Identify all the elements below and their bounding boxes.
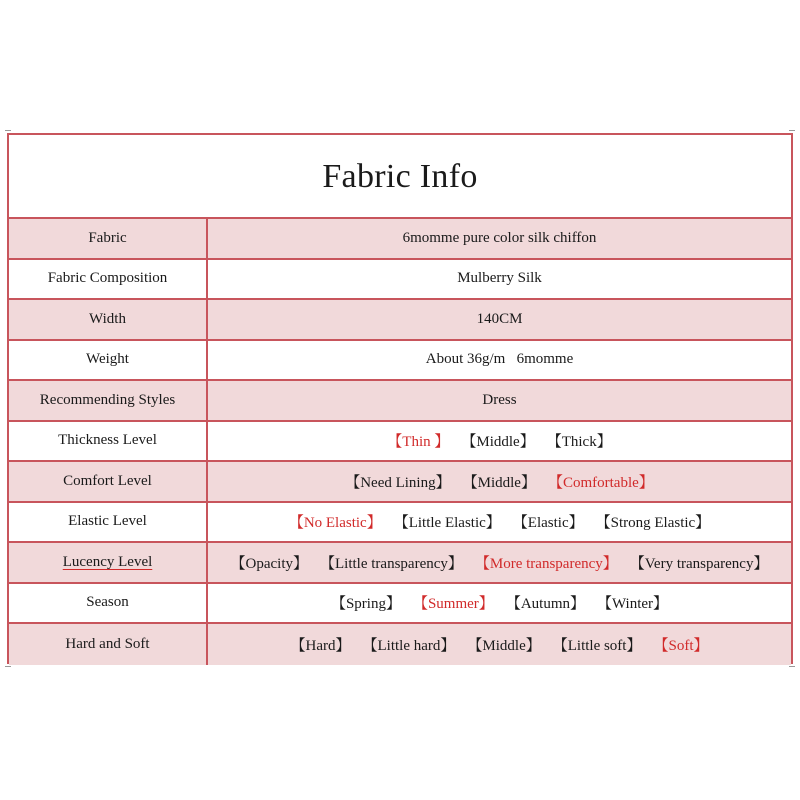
crop-mark-br [789, 666, 795, 667]
table-row-weight [9, 341, 791, 382]
row-label: Comfort Level [9, 462, 208, 501]
row-label-text: Lucency Level [62, 553, 153, 570]
option: 【Thin 】 [387, 434, 450, 451]
option: 【Soft】 [653, 637, 709, 654]
row-value: 140CM [476, 310, 523, 327]
row-label: Thickness Level [9, 422, 208, 461]
option: 【Strong Elastic】 [595, 515, 711, 532]
table-row-hard-and-soft [9, 624, 791, 665]
row-options [208, 503, 791, 542]
table-row-comfort-level [9, 462, 791, 503]
table-row-season [9, 584, 791, 625]
option: 【Very transparency】 [629, 555, 769, 572]
option: 【Comfortable】 [547, 474, 654, 491]
option: 【Little hard】 [362, 637, 456, 654]
row-label: Hard and Soft [9, 624, 208, 665]
option: 【Summer】 [412, 596, 494, 613]
table-row-elastic-level [9, 503, 791, 544]
option: 【Need Lining】 [345, 474, 451, 491]
option: 【Little Elastic】 [393, 515, 501, 532]
row-options [208, 462, 791, 501]
row-options [208, 624, 791, 665]
option: 【Middle】 [462, 474, 536, 491]
option: 【Little transparency】 [320, 555, 463, 572]
fabric-info-table [7, 133, 793, 664]
crop-mark-tl [5, 130, 11, 131]
table-row-fabric [9, 219, 791, 260]
row-label: Season [9, 584, 208, 623]
row-value: About 36g/m 6momme [425, 351, 574, 368]
row-options [208, 422, 791, 461]
page-title: Fabric Info [322, 158, 478, 195]
option: 【Elastic】 [512, 515, 584, 532]
option: 【Spring】 [330, 596, 401, 613]
option: 【Little soft】 [552, 637, 642, 654]
row-value: Mulberry Silk [457, 270, 542, 287]
row-label: Width [9, 300, 208, 339]
row-label: Fabric [9, 219, 208, 258]
option: 【Opacity】 [230, 555, 309, 572]
option: 【Middle】 [467, 637, 541, 654]
row-value: 6momme pure color silk chiffon [402, 229, 597, 246]
option: 【Autumn】 [505, 596, 585, 613]
table-row-lucency-level [9, 543, 791, 584]
option: 【Middle】 [461, 434, 535, 451]
option: 【No Elastic】 [288, 515, 382, 532]
crop-mark-bl [5, 666, 11, 667]
table-row-fabric-composition [9, 260, 791, 301]
row-value: Dress [482, 391, 517, 408]
table-row-width [9, 300, 791, 341]
option: 【Winter】 [596, 596, 669, 613]
option: 【More transparency】 [474, 555, 618, 572]
row-options [208, 584, 791, 623]
option: 【Thick】 [546, 434, 612, 451]
table-row-recommending-styles [9, 381, 791, 422]
row-options [208, 543, 791, 582]
table-row-thickness-level [9, 422, 791, 463]
title-row [9, 135, 791, 219]
row-label: Weight [9, 341, 208, 380]
crop-mark-tr [789, 130, 795, 131]
option: 【Hard】 [290, 637, 351, 654]
row-label: Recommending Styles [9, 381, 208, 420]
row-label: Fabric Composition [9, 260, 208, 299]
row-label: Elastic Level [9, 503, 208, 542]
row-label [9, 543, 208, 582]
